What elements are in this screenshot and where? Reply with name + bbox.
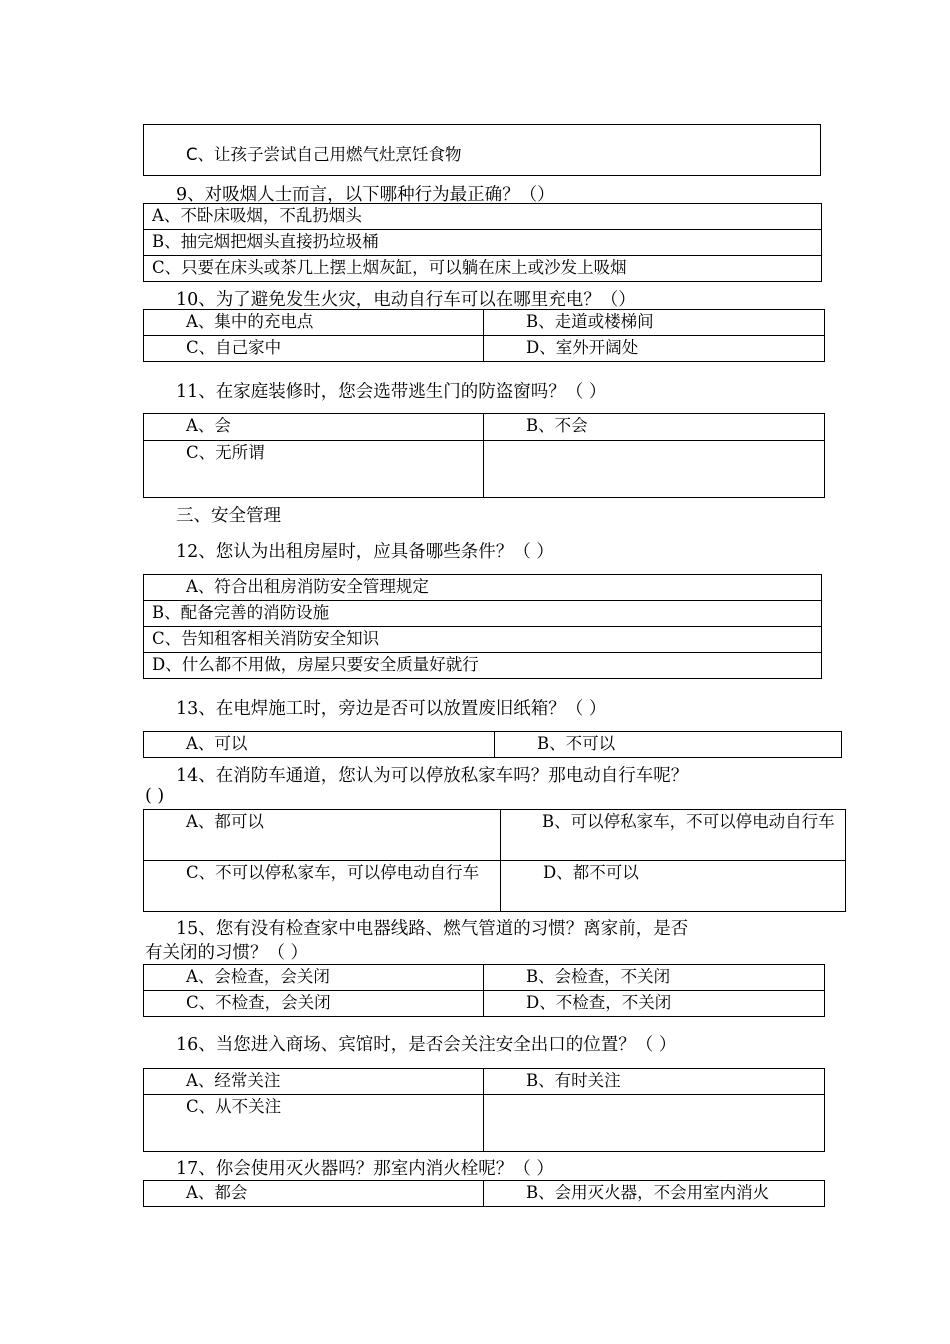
q9-options-table: [143, 203, 822, 282]
question-16: 16、当您进入商场、宾馆时，是否会关注安全出口的位置？（ ）: [176, 1035, 677, 1055]
q12-option-c[interactable]: C、告知租客相关消防安全知识: [144, 627, 822, 653]
q16-option-b[interactable]: B、有时关注: [484, 1069, 825, 1095]
q10-option-b[interactable]: B、走道或楼梯间: [484, 310, 825, 336]
q13-option-b[interactable]: B、不可以: [495, 732, 842, 758]
q15-option-b[interactable]: B、会检查，不关闭: [484, 965, 825, 991]
q15-option-c[interactable]: C、不检查，会关闭: [144, 991, 484, 1017]
q11-option-b[interactable]: B、不会: [484, 414, 825, 441]
question-13: 13、在电焊施工时，旁边是否可以放置废旧纸箱？（ ）: [176, 699, 607, 719]
q10-option-a[interactable]: A、集中的充电点: [144, 310, 484, 336]
q15-options-table: [143, 964, 825, 1017]
question-15-line-2: 有关闭的习惯？（ ）: [145, 943, 309, 963]
question-15-line-1: 15、您有没有检查家中电器线路、燃气管道的习惯？离家前，是否: [176, 919, 689, 939]
q16-empty-cell: [484, 1095, 825, 1152]
q14-option-a[interactable]: A、都可以: [144, 810, 501, 861]
q13-options-table: [143, 731, 842, 758]
question-14-line-1: 14、在消防车通道，您认为可以停放私家车吗？那电动自行车呢？: [176, 766, 689, 786]
question-11: 11、在家庭装修时，您会选带逃生门的防盗窗吗？（ ）: [176, 382, 607, 402]
q11-empty-cell: [484, 441, 825, 498]
section-3-title: 三、安全管理: [176, 506, 281, 526]
q10-option-c[interactable]: C、自己家中: [144, 336, 484, 362]
q17-option-b[interactable]: B、会用灭火器，不会用室内消火: [484, 1181, 825, 1207]
question-9: 9、对吸烟人士而言，以下哪种行为最正确？（）: [176, 185, 555, 205]
q9-option-c[interactable]: C、只要在床头或茶几上摆上烟灰缸，可以躺在床上或沙发上吸烟: [144, 256, 822, 282]
q10-options-table: [143, 309, 825, 362]
q17-options-table: [143, 1180, 825, 1207]
q17-option-a[interactable]: A、都会: [144, 1181, 484, 1207]
question-12: 12、您认为出租房屋时，应具备哪些条件？（ ）: [176, 542, 554, 562]
q11-option-a[interactable]: A、会: [144, 414, 484, 441]
question-10: 10、为了避免发生火灾，电动自行车可以在哪里充电？（）: [176, 290, 636, 310]
q14-option-d[interactable]: D、都不可以: [501, 861, 846, 912]
q16-option-c[interactable]: C、从不关注: [144, 1095, 484, 1152]
q10-option-d[interactable]: D、室外开阔处: [484, 336, 825, 362]
q12-option-d[interactable]: D、什么都不用做，房屋只要安全质量好就行: [144, 653, 822, 679]
q16-option-a[interactable]: A、经常关注: [144, 1069, 484, 1095]
q11-option-c[interactable]: C、无所谓: [144, 441, 484, 498]
q14-option-c[interactable]: C、不可以停私家车，可以停电动自行车: [144, 861, 501, 912]
question-14-line-2: ( ): [145, 786, 165, 806]
top-option-box: [143, 124, 821, 176]
q15-option-d[interactable]: D、不检查，不关闭: [484, 991, 825, 1017]
q12-options-table: [143, 574, 822, 679]
q15-option-a[interactable]: A、会检查，会关闭: [144, 965, 484, 991]
q16-options-table: [143, 1068, 825, 1152]
q8-option-c: C、让孩子尝试自己用燃气灶烹饪食物: [186, 145, 462, 164]
q12-option-b[interactable]: B、配备完善的消防设施: [144, 601, 822, 627]
q11-options-table: [143, 413, 825, 498]
q14-options-table: [143, 809, 846, 912]
q14-option-b[interactable]: B、可以停私家车，不可以停电动自行车: [501, 810, 846, 861]
q12-option-a[interactable]: A、符合出租房消防安全管理规定: [144, 575, 822, 601]
q9-option-a[interactable]: A、不卧床吸烟，不乱扔烟头: [144, 204, 822, 230]
question-17: 17、你会使用灭火器吗？那室内消火栓呢？（ ）: [176, 1159, 554, 1179]
q13-option-a[interactable]: A、可以: [144, 732, 495, 758]
q9-option-b[interactable]: B、抽完烟把烟头直接扔垃圾桶: [144, 230, 822, 256]
